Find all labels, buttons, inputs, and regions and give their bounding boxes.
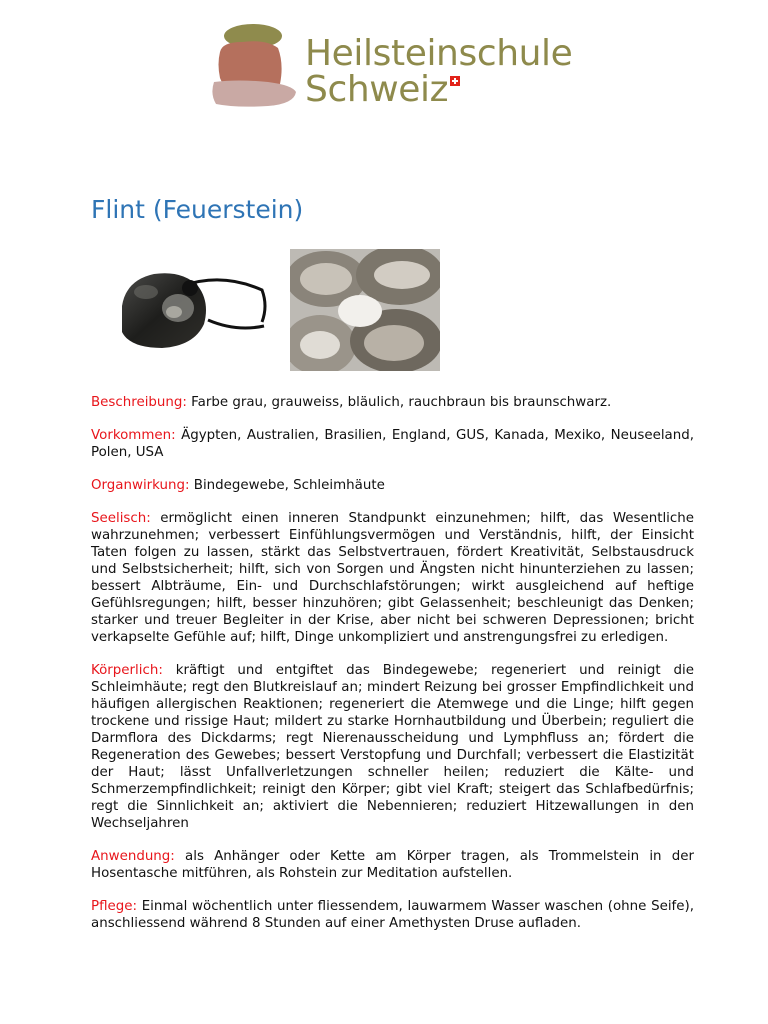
section-text: als Anhänger oder Kette am Körper tragen, als Trommelstein in der Hosentasche mitführen, als Rohstein zur Meditation aufstellen. xyxy=(91,849,694,881)
section-label: Seelisch: xyxy=(91,511,151,526)
flint-tumbled-stones-image xyxy=(290,249,440,371)
logo xyxy=(208,22,608,122)
section-label: Pflege: xyxy=(91,899,137,914)
section-vorkommen xyxy=(91,427,694,461)
stone-stack-logo-icon xyxy=(208,22,300,114)
section-pflege xyxy=(91,898,694,932)
stone-description xyxy=(91,394,694,948)
section-text: Farbe grau, grauweiss, bläulich, rauchbraun bis braunschwarz. xyxy=(186,395,612,410)
section-text: Ägypten, Australien, Brasilien, England, GUS, Kanada, Mexiko, Neuseeland, Polen, USA xyxy=(91,428,694,460)
section-label: Körperlich: xyxy=(91,663,163,678)
page-title: Flint (Feuerstein) xyxy=(91,195,304,224)
section-organwirkung xyxy=(91,477,694,494)
section-label: Organwirkung: xyxy=(91,478,190,493)
section-label: Beschreibung: xyxy=(91,395,187,410)
section-anwendung xyxy=(91,848,694,882)
logo-line-2: Schweiz xyxy=(305,69,449,110)
swiss-flag-icon xyxy=(450,76,460,86)
section-text: Einmal wöchentlich unter fliessendem, lauwarmem Wasser waschen (ohne Seife), anschliessend während 8 Stunden auf einer Amethysten Druse aufladen. xyxy=(91,899,694,931)
section-text: kräftigt und entgiftet das Bindegewebe; regeneriert und reinigt die Schleimhäute; regt den Blutkreislauf an; mindert Reizung bei grosser Empfindlichkeit und häufigen allergischen Reaktionen; regeneriert die Atemwege und die Linge; hilft gegen trockene und rissige Haut; mildert zu starke Hornhautbildung und Überbein; reguliert die Darmflora des Dickdarms; regt Nierenausscheidung und Lymphfluss an; fördert die Regeneration des Gewebes; bessert Verstopfung und Durchfall; verbessert die Elastizität der Haut; lässt Unfallverletzungen schneller heilen; reduziert die Kälte- und Schmerzempfindlichkeit; reinigt den Körper; gibt viel Kraft; steigert das Schlafbedürfnis; regt die Sinnlichkeit an; aktiviert die Nebennieren; reduziert Hitzewallungen in den Wechseljahren xyxy=(91,663,694,831)
section-label: Vorkommen: xyxy=(91,428,176,443)
section-seelisch xyxy=(91,510,694,646)
section-beschreibung xyxy=(91,394,694,411)
section-text: ermöglicht einen inneren Standpunkt einzunehmen; hilft, das Wesentliche wahrzunehmen; verbessert Einfühlungsvermögen und Verständnis, hilft, der Einsicht Taten folgen zu lassen, stärkt das Selbstvertrauen, fördert Kreativität, Selbstausdruck und Selbstsicherheit; hilft, sich von Sorgen und Ängsten nicht hinunterziehen zu lassen; bessert Albträume, Ein- und Durchschlafstörungen; wirkt ausgleichend auf heftige Gefühlsregungen; hilft, besser hinzuhören; gibt Gelassenheit; beschleunigt das Denken; starker und treuer Begleiter in der Krise, aber nicht bei schweren Depressionen; bricht verkapselte Gefühle auf; hilft, Dinge unkompliziert und anstrengungsfrei zu erledigen. xyxy=(91,511,694,645)
flint-pendant-image xyxy=(112,262,268,358)
logo-line-1: Heilsteinschule xyxy=(305,33,573,74)
section-koerperlich xyxy=(91,662,694,832)
section-label: Anwendung: xyxy=(91,849,175,864)
section-text: Bindegewebe, Schleimhäute xyxy=(189,478,385,493)
logo-wordmark xyxy=(305,33,573,110)
